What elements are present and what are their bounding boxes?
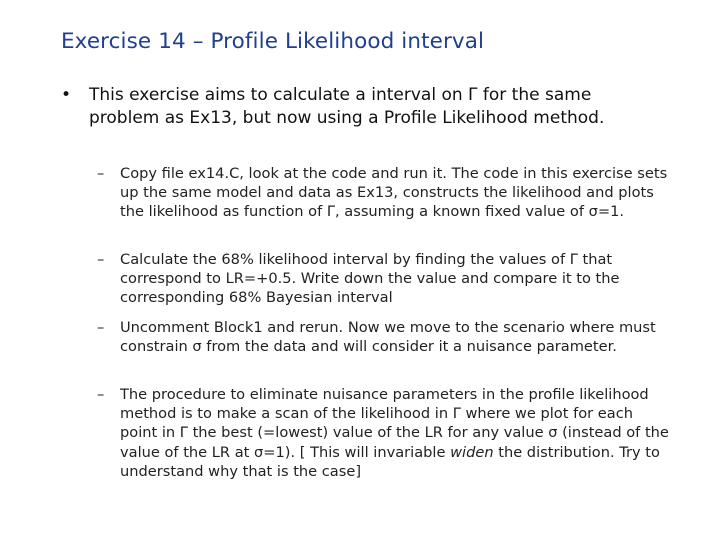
- main-bullet: [61, 84, 641, 129]
- sub-item-marker: –: [97, 319, 105, 336]
- sub-item-procedure: [97, 385, 672, 481]
- sub-item-calculate-interval: [97, 250, 672, 308]
- sub-item-copy-file: [97, 164, 672, 222]
- sub-item-marker: –: [97, 251, 105, 268]
- sub-item-text: Calculate the 68% likelihood interval by finding the values of Γ that correspond to LR=+0.5. Write down the value and compare it to the corresponding 68% Bayesian interval: [120, 251, 620, 307]
- sub-item-text-after: the distribution. Try to understand why that is the case]: [120, 443, 660, 480]
- sub-item-text-before: The procedure to eliminate nuisance parameters in the profile likelihood method is to make a scan of the likelihood in Γ where we plot for each point in Γ the best (=lowest) value of the LR for any value σ (instead of the value of the LR at σ=1). [ This will invariable: [120, 386, 669, 461]
- bullet-text: This exercise aims to calculate a interval on Γ for the same problem as Ex13, but now using a Profile Likelihood method.: [89, 85, 605, 128]
- sub-item-uncomment-block: [97, 318, 672, 356]
- sub-item-text: Copy file ex14.C, look at the code and run it. The code in this exercise sets up the same model and data as Ex13, constructs the likelihood and plots the likelihood as function of Γ, assuming a known fixed value of σ=1.: [120, 165, 668, 221]
- sub-item-text-emphasis: widen: [450, 443, 494, 461]
- slide-title: Exercise 14 – Profile Likelihood interval: [61, 29, 485, 54]
- bullet-marker: •: [61, 85, 72, 105]
- sub-item-marker: –: [97, 386, 105, 403]
- sub-item-marker: –: [97, 165, 105, 182]
- sub-item-text: Uncomment Block1 and rerun. Now we move to the scenario where must constrain σ from the data and will consider it a nuisance parameter.: [120, 319, 656, 356]
- sub-item-text: [120, 385, 672, 481]
